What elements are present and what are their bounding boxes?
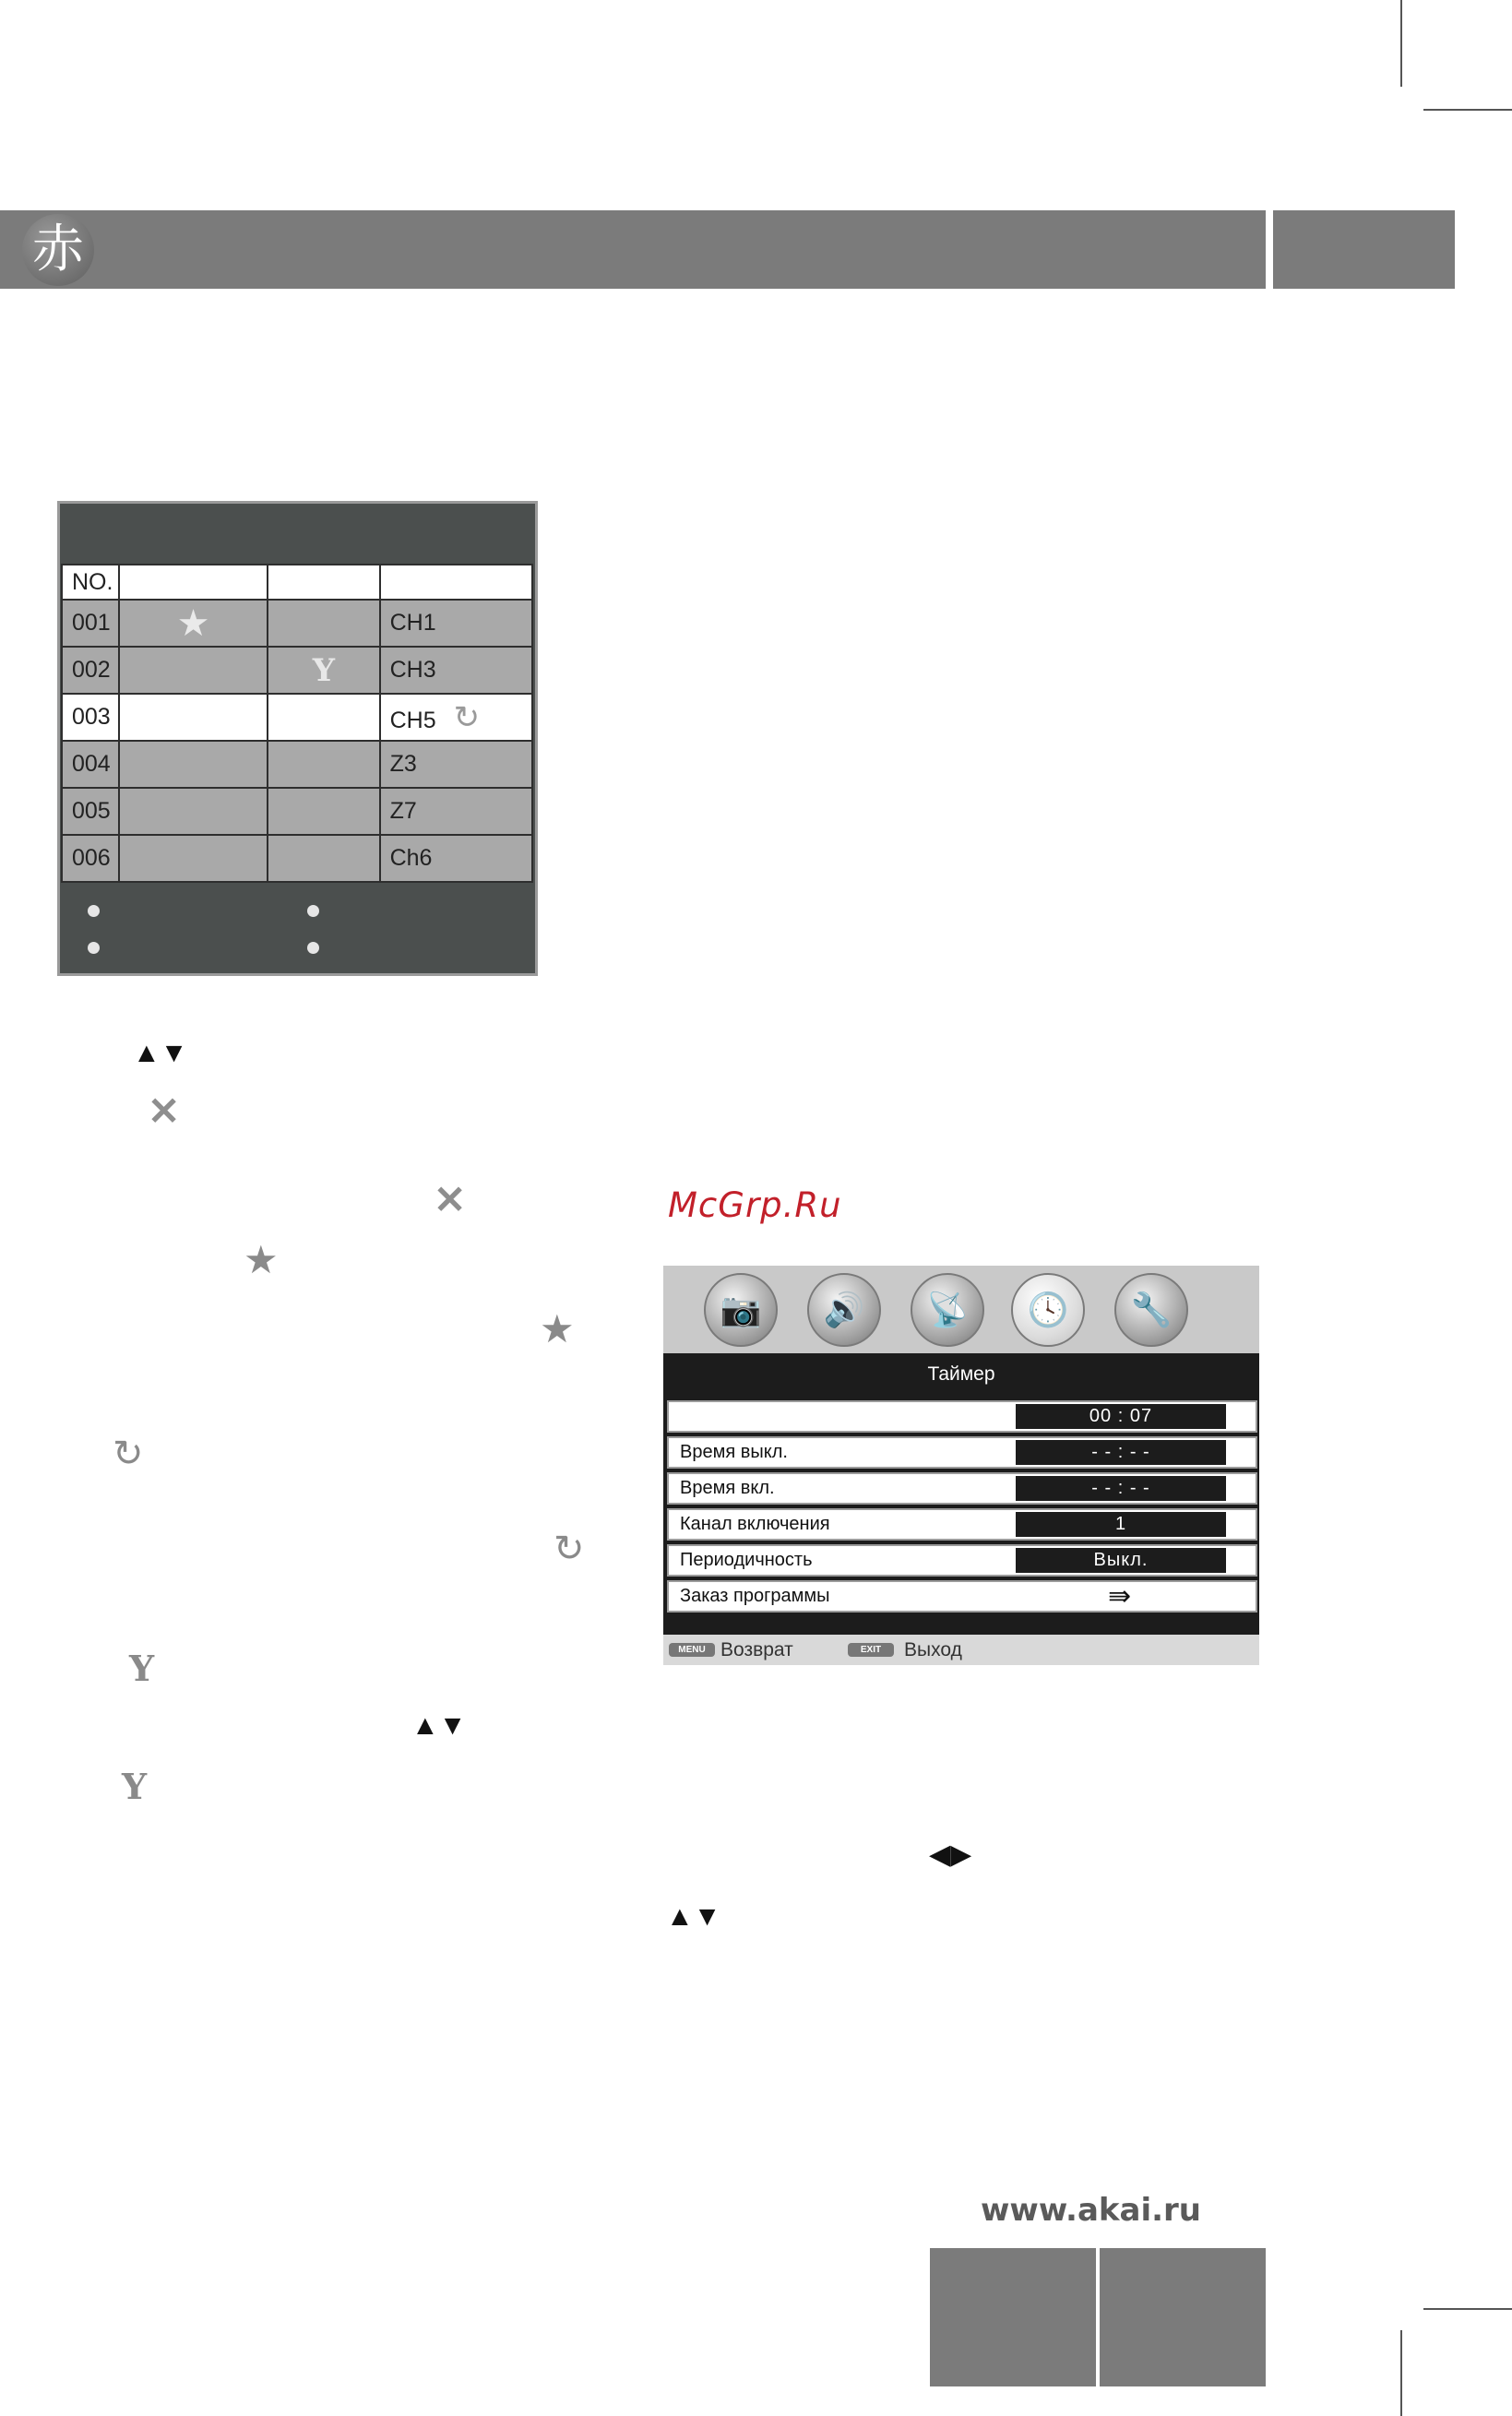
menu-row-repeat[interactable] (667, 1544, 1257, 1577)
cross-icon: ✕ (434, 1178, 467, 1221)
crop-mark-bottom-h (1423, 2308, 1512, 2310)
star-icon: ★ (540, 1307, 575, 1351)
channel-row[interactable] (62, 647, 532, 694)
channel-name: Z7 (380, 788, 532, 835)
menu-icon-bar (663, 1266, 1259, 1353)
channel-row[interactable] (62, 788, 532, 835)
row-label: Канал включения (680, 1514, 830, 1534)
menu-row-on-time[interactable] (667, 1472, 1257, 1505)
channel-row[interactable] (62, 835, 532, 882)
channel-number: 003 (62, 694, 119, 741)
crop-mark-top (1400, 0, 1402, 87)
channel-list-table (61, 564, 533, 883)
channel-name: CH5 (389, 707, 436, 733)
camera-icon[interactable]: 📷 (704, 1273, 778, 1347)
exit-key-label: Выход (904, 1639, 962, 1660)
menu-row-on-channel[interactable] (667, 1508, 1257, 1541)
header-band (0, 210, 1266, 289)
exit-key-icon: EXIT (848, 1643, 894, 1657)
page-number-box-right (1100, 2248, 1266, 2386)
channel-number: 001 (62, 600, 119, 647)
row-value: - - : - - (1016, 1476, 1226, 1501)
legend-dot-red (88, 905, 100, 917)
header-col2 (119, 565, 268, 600)
page-number-box-left (930, 2248, 1096, 2386)
row-value: 1 (1016, 1512, 1226, 1537)
channel-row[interactable] (62, 741, 532, 788)
row-label: Периодичность (680, 1550, 813, 1570)
legend-dot-blue (307, 942, 319, 954)
cross-icon: ✕ (148, 1089, 181, 1133)
clock-icon[interactable]: 🕓 (1011, 1273, 1085, 1347)
channel-number: 006 (62, 835, 119, 882)
header-col3 (268, 565, 379, 600)
up-down-arrows-icon: ▲▼ (133, 1038, 188, 1068)
website-url: www.akai.ru (981, 2192, 1202, 2229)
header-col4 (380, 565, 532, 600)
legend-dot-yellow (88, 942, 100, 954)
favorite-icon: Y (129, 1648, 155, 1689)
watermark: McGrp.Ru (668, 1185, 842, 1225)
channel-row[interactable] (62, 600, 532, 647)
menu-row-off-time[interactable] (667, 1436, 1257, 1469)
swap-icon: ↻ (113, 1434, 144, 1474)
enter-arrow-icon: ⇛ (1108, 1581, 1132, 1612)
header-emblem: 赤 (22, 214, 94, 286)
up-down-arrows-icon: ▲▼ (411, 1710, 467, 1741)
timer-menu (663, 1266, 1259, 1665)
favorite-icon: Y (312, 651, 336, 689)
tools-icon[interactable]: 🔧 (1114, 1273, 1188, 1347)
row-label: Заказ программы (680, 1586, 830, 1606)
star-icon: ★ (244, 1238, 279, 1281)
speaker-icon[interactable]: 🔊 (807, 1273, 881, 1347)
swap-icon: ↻ (453, 699, 481, 735)
channel-name: Z3 (380, 741, 532, 788)
row-value: 00 : 07 (1016, 1404, 1226, 1429)
channel-number: 002 (62, 647, 119, 694)
channel-number: 005 (62, 788, 119, 835)
up-down-arrows-icon: ▲▼ (666, 1901, 721, 1932)
header-no: NO. (62, 565, 119, 600)
channel-number: 004 (62, 741, 119, 788)
row-label: Время выкл. (680, 1442, 788, 1462)
skip-star-icon: ★ (176, 602, 210, 644)
menu-key-label: Возврат (720, 1639, 793, 1660)
crop-mark-top-h (1423, 109, 1512, 111)
row-value: - - : - - (1016, 1440, 1226, 1465)
legend-dot-green (307, 905, 319, 917)
crop-mark-bottom (1400, 2330, 1402, 2416)
left-right-arrows-icon: ◀▶ (929, 1839, 972, 1870)
swap-icon: ↻ (554, 1529, 585, 1569)
header-tab (1273, 210, 1455, 289)
menu-row-clock[interactable] (667, 1400, 1257, 1433)
channel-row-selected[interactable] (62, 694, 532, 741)
row-value: Выкл. (1016, 1548, 1226, 1573)
channel-name: CH3 (380, 647, 532, 694)
row-label: Время вкл. (680, 1478, 775, 1498)
menu-key-icon: MENU (669, 1643, 715, 1657)
menu-title: Таймер (927, 1363, 995, 1385)
satellite-icon[interactable]: 📡 (911, 1273, 984, 1347)
menu-row-schedule[interactable] (667, 1580, 1257, 1613)
channel-list-header (62, 565, 532, 600)
channel-name: CH1 (380, 600, 532, 647)
menu-footer (663, 1635, 1259, 1665)
channel-name: Ch6 (380, 835, 532, 882)
favorite-icon: Y (122, 1766, 148, 1807)
